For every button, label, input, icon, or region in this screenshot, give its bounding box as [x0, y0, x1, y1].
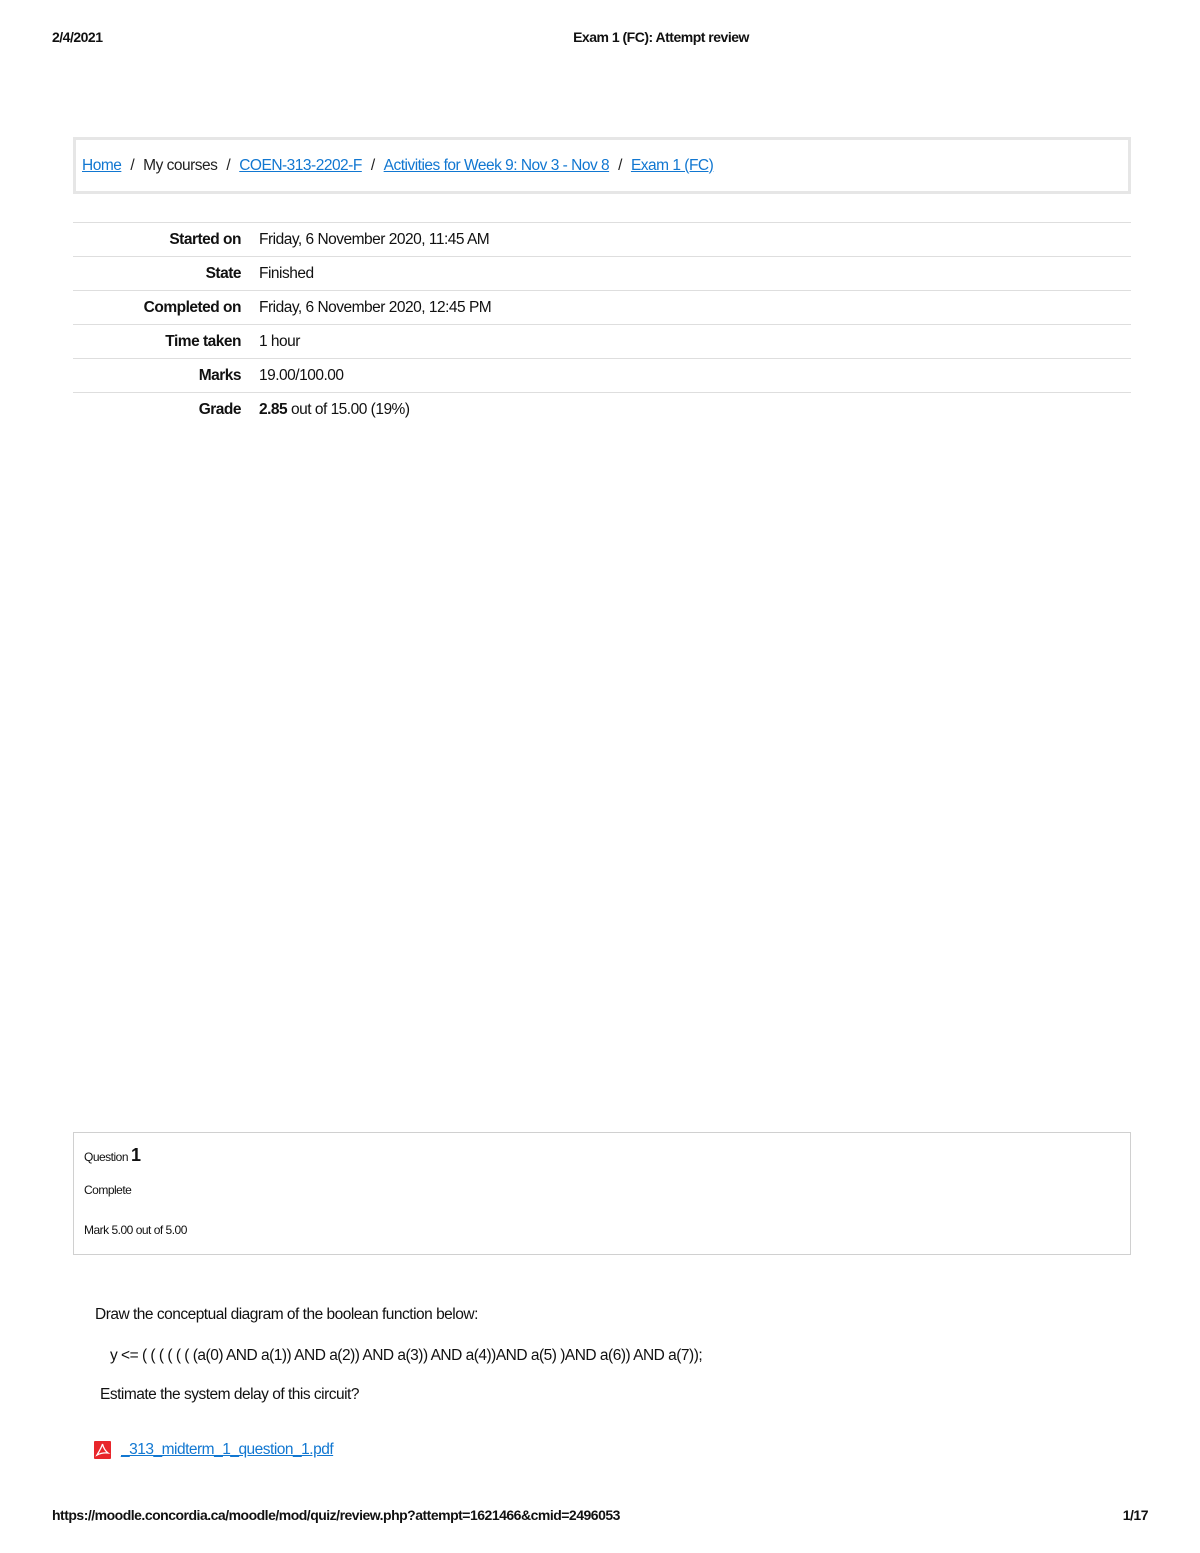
pdf-icon	[94, 1441, 111, 1459]
summary-row	[73, 257, 1131, 291]
summary-label: Grade	[198, 400, 241, 418]
question-grade: Mark 5.00 out of 5.00	[84, 1223, 187, 1237]
print-url: https://moodle.concordia.ca/moodle/mod/quiz/review.php?attempt=1621466&cmid=2496053	[52, 1507, 620, 1523]
summary-value-grade	[259, 393, 1131, 427]
attempt-summary-table	[73, 222, 1131, 427]
summary-label: Time taken	[165, 332, 241, 350]
question-text-line-3: Estimate the system delay of this circuit?	[100, 1386, 359, 1403]
summary-label: Completed on	[143, 298, 241, 316]
breadcrumb-separator: /	[618, 156, 622, 174]
question-info-box	[73, 1132, 1131, 1255]
question-number	[84, 1145, 141, 1166]
summary-row	[73, 291, 1131, 325]
breadcrumb-my-courses: My courses	[143, 156, 218, 174]
print-title: Exam 1 (FC): Attempt review	[573, 29, 749, 45]
print-header	[0, 29, 1200, 49]
print-footer	[0, 1507, 1200, 1527]
print-date: 2/4/2021	[52, 29, 103, 45]
breadcrumb-separator: /	[226, 156, 231, 174]
grade-points: 2.85	[259, 400, 288, 418]
summary-value: 1 hour	[259, 332, 300, 350]
summary-row	[73, 325, 1131, 359]
question-text-line-1: Draw the conceptual diagram of the boolean function below:	[95, 1306, 478, 1323]
summary-row	[73, 393, 1131, 427]
question-text-line-2: y <= ( ( ( ( ( ( (a(0) AND a(1)) AND a(2)) AND a(3)) AND a(4))AND a(5) )AND a(6)) AND a(7));	[110, 1347, 703, 1364]
attachment-link[interactable]: _313_midterm_1_question_1.pdf	[121, 1441, 334, 1458]
question-number-value: 1	[131, 1145, 141, 1165]
summary-value: Finished	[259, 264, 314, 282]
question-prefix: Question	[84, 1150, 129, 1164]
print-page-number: 1/17	[1122, 1507, 1148, 1523]
summary-label: Marks	[198, 366, 241, 384]
summary-value: Friday, 6 November 2020, 11:45 AM	[259, 230, 490, 248]
breadcrumb-separator: /	[130, 156, 135, 174]
summary-label: Started on	[169, 230, 241, 248]
summary-row	[73, 223, 1131, 257]
breadcrumb	[73, 137, 1131, 194]
breadcrumb-separator: /	[370, 156, 375, 174]
breadcrumb-section-link[interactable]: Activities for Week 9: Nov 3 - Nov 8	[383, 156, 610, 174]
grade-out-of: out of 15.00 (19%)	[287, 400, 410, 418]
question-attachment	[94, 1441, 333, 1459]
summary-label: State	[205, 264, 241, 282]
summary-row	[73, 359, 1131, 393]
summary-value: 19.00/100.00	[259, 366, 344, 384]
breadcrumb-home-link[interactable]: Home	[82, 156, 122, 174]
breadcrumb-course-link[interactable]: COEN-313-2202-F	[239, 156, 362, 174]
question-state: Complete	[84, 1183, 132, 1197]
breadcrumb-quiz-link[interactable]: Exam 1 (FC)	[630, 156, 714, 174]
summary-value: Friday, 6 November 2020, 12:45 PM	[259, 298, 492, 316]
